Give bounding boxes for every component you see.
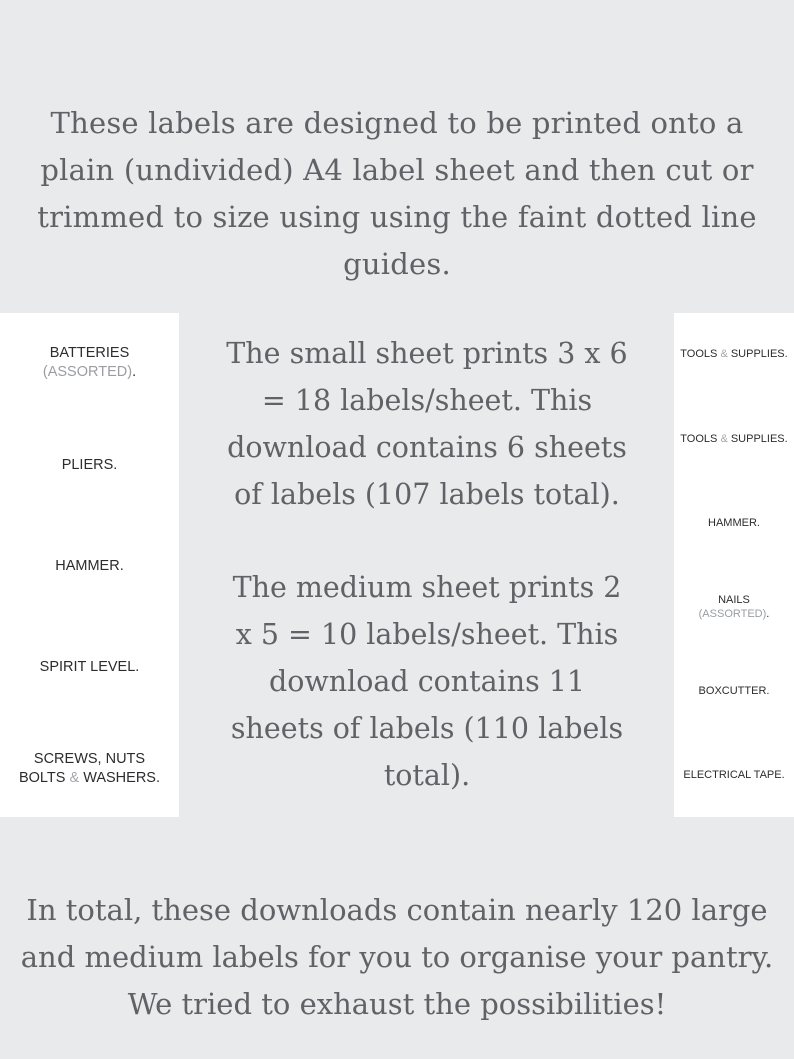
closing-text: In total, these downloads contain nearly 120 large and medium labels for you to organise your pantry. We tried to exhaust the possibilities!	[20, 893, 774, 1021]
right-label-sheet	[674, 313, 794, 817]
label-word: SUPPLIES.	[730, 348, 788, 360]
label-word: TOOLS	[680, 348, 718, 360]
label-pliers: PLIERS.	[61, 457, 118, 473]
label-line: WASHERS.	[83, 770, 160, 786]
intro-text: These labels are designed to be printed onto a plain (undivided) A4 label sheet and then cut or trimmed to size using using the faint dotted line guides.	[37, 106, 757, 281]
label-dot: .	[132, 364, 137, 380]
label-line: BOLTS	[18, 770, 66, 786]
ampersand: &	[720, 348, 728, 360]
label-screws-nuts	[0, 750, 179, 788]
sheet-description	[222, 330, 632, 799]
label-word: SUPPLIES.	[730, 433, 788, 445]
label-line: BATTERIES	[49, 345, 130, 361]
ampersand: &	[720, 433, 728, 445]
label-hammer: HAMMER.	[55, 558, 124, 574]
label-line: SCREWS, NUTS	[33, 751, 146, 767]
label-boxcutter: BOXCUTTER.	[698, 685, 770, 697]
label-subtitle: (ASSORTED)	[42, 364, 133, 380]
label-spirit-level: SPIRIT LEVEL.	[39, 659, 140, 675]
label-dot: .	[766, 608, 770, 620]
label-word: TOOLS	[680, 433, 718, 445]
label-subtitle: (ASSORTED)	[698, 608, 767, 620]
label-tools-supplies	[674, 347, 794, 361]
left-label-sheet	[0, 313, 179, 817]
medium-sheet-text: The medium sheet prints 2 x 5 = 10 labels/sheet. This download contains 11 sheets of labels (110 labels total).	[230, 571, 624, 792]
label-nails	[674, 593, 794, 621]
label-electrical-tape: ELECTRICAL TAPE.	[683, 769, 785, 781]
small-sheet-text: The small sheet prints 3 x 6 = 18 labels/sheet. This download contains 6 sheets of labels (107 labels total).	[226, 337, 628, 511]
label-line: NAILS	[718, 594, 750, 606]
label-tools-supplies	[674, 432, 794, 446]
label-batteries	[0, 344, 179, 382]
label-hammer: HAMMER.	[708, 517, 760, 529]
ampersand: &	[69, 770, 80, 786]
